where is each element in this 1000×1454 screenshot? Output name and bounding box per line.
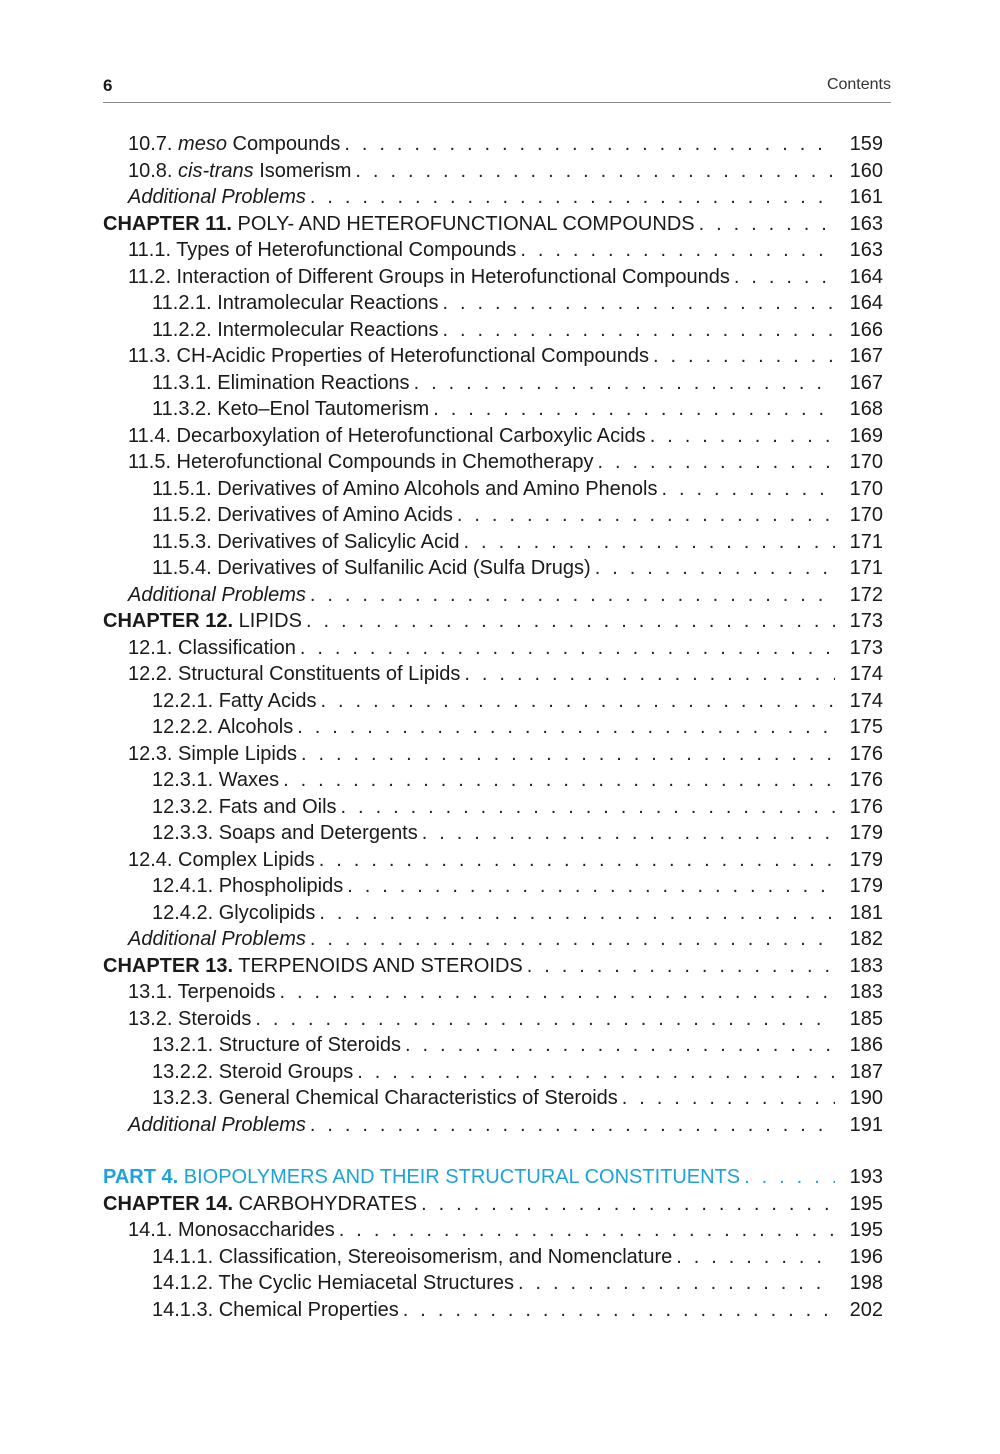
toc-page-number: 185: [849, 1007, 883, 1030]
dot-leader: [341, 796, 835, 819]
toc-entry: [103, 425, 883, 452]
dot-leader: [421, 1193, 835, 1216]
toc-page-number: 202: [849, 1298, 883, 1321]
toc-entry: [103, 796, 883, 823]
toc-entry-italic-title: Additional Problems: [128, 583, 306, 606]
toc-entry-title: [128, 584, 306, 607]
toc-page-number: 176: [849, 769, 883, 791]
toc-entry-title: [128, 1219, 335, 1242]
toc-page-number: 193: [849, 1166, 883, 1188]
toc-page-number: 195: [849, 1192, 883, 1215]
toc-page-number: 173: [849, 636, 883, 659]
toc-entry-title: [128, 928, 306, 951]
toc-entry: [103, 1219, 883, 1246]
toc-entry-title: [152, 716, 293, 739]
toc-entry-title: [152, 796, 337, 819]
toc-entry-emphasis: cis-trans: [178, 159, 254, 182]
dot-leader: [300, 637, 835, 660]
toc-entry-text: 11.5.4. Derivatives of Sulfanilic Acid (Sulfa Drugs): [152, 557, 591, 579]
dot-leader: [357, 1061, 835, 1084]
dot-leader: [744, 1166, 835, 1189]
toc-entry: [103, 531, 883, 558]
dot-leader: [661, 478, 835, 501]
toc-entry-title: [103, 610, 302, 633]
toc-entry-text: 11.3.1. Elimination Reactions: [152, 371, 410, 394]
toc-entry-text: 12.4.1. Phospholipids: [152, 875, 344, 897]
toc-entry-text: 14.1.2. The Cyclic Hemiacetal Structures: [152, 1272, 515, 1294]
dot-leader: [442, 319, 835, 342]
toc-page-number: 169: [849, 424, 883, 447]
dot-leader: [319, 902, 835, 925]
toc-page-number: 167: [849, 345, 883, 367]
toc-entry-number: CHAPTER 13.: [103, 954, 234, 977]
toc-entry-title: [128, 743, 297, 766]
toc-entry-text: 11.5.3. Derivatives of Salicylic Acid: [152, 530, 460, 553]
dot-leader: [310, 1114, 835, 1137]
toc-entry-text: 12.2. Structural Constituents of Lipids: [128, 663, 461, 685]
toc-entry-text: 11.2. Interaction of Different Groups in Heterofunctional Compounds: [128, 265, 730, 288]
toc-entry-title: [152, 478, 657, 501]
toc-page-number: 183: [849, 981, 883, 1003]
toc-entry: [103, 478, 883, 505]
toc-entry: [103, 345, 883, 372]
toc-entry-title: [128, 663, 460, 686]
toc-entry-number: CHAPTER 14.: [103, 1192, 234, 1215]
toc-entry: [103, 1246, 883, 1273]
toc-page-number: 182: [849, 928, 883, 950]
toc-entry-title: [128, 160, 351, 183]
toc-entry-text: 13.2. Steroids: [128, 1007, 252, 1030]
toc-page-number: 173: [849, 610, 883, 632]
toc-entry-text: POLY- AND HETEROFUNCTIONAL COMPOUNDS: [237, 212, 695, 235]
toc-entry: [103, 769, 883, 796]
toc-entry: [103, 1114, 883, 1141]
dot-leader: [433, 398, 835, 421]
toc-entry: [103, 239, 883, 266]
dot-leader: [653, 345, 835, 368]
toc-entry: [103, 319, 883, 346]
dot-leader: [319, 849, 835, 872]
dot-leader: [457, 504, 835, 527]
toc-entry: [103, 186, 883, 213]
toc-entry-italic-title: Additional Problems: [128, 186, 306, 208]
toc-entry-title: [128, 849, 315, 872]
dot-leader: [306, 610, 835, 633]
toc-page-number: 179: [849, 822, 883, 844]
toc-entry-title: [152, 292, 438, 315]
toc-entry-title: [152, 769, 279, 792]
toc-entry-text: 13.2.3. General Chemical Characteristics of Steroids: [152, 1087, 618, 1109]
toc-page-number: 195: [849, 1219, 883, 1241]
toc-entry-text: 11.3.2. Keto–Enol Tautomerism: [152, 398, 430, 420]
toc-page-number: 172: [849, 583, 883, 606]
dot-leader: [301, 743, 835, 766]
toc-entry-title: [152, 398, 429, 421]
toc-page-number: 163: [849, 212, 883, 235]
dot-leader: [518, 1272, 835, 1295]
toc-entry: [103, 1272, 883, 1299]
toc-entry-text: 12.3.1. Waxes: [152, 769, 280, 791]
dot-leader: [344, 133, 835, 156]
toc-entry: [103, 451, 883, 478]
toc-entry-text: TERPENOIDS AND STEROIDS: [238, 954, 523, 977]
toc-part-entry: [103, 1166, 883, 1193]
dot-leader: [734, 266, 835, 289]
dot-leader: [464, 531, 835, 554]
toc-chapter-entry: [103, 610, 883, 637]
toc-entry-emphasis: meso: [178, 133, 227, 155]
toc-entry: [103, 928, 883, 955]
toc-entry-text: 11.4. Decarboxylation of Heterofunctional Carboxylic Acids: [128, 424, 646, 447]
toc-entry-title: [152, 531, 460, 554]
toc-entry-text: Isomerism: [259, 159, 352, 182]
page-header: [103, 76, 891, 103]
dot-leader: [527, 955, 835, 978]
toc-page-number: 176: [849, 742, 883, 765]
dot-leader: [347, 875, 835, 898]
toc-page-number: 170: [849, 451, 883, 473]
toc-entry-title: [152, 1299, 399, 1322]
dot-leader: [699, 213, 835, 236]
toc-page-number: 198: [849, 1272, 883, 1294]
toc-entry: [103, 160, 883, 187]
toc-entry-text: Compounds: [232, 133, 341, 155]
toc-entry: [103, 716, 883, 743]
toc-page-number: 186: [849, 1034, 883, 1056]
dot-leader: [297, 716, 835, 739]
toc-page-number: 168: [849, 398, 883, 420]
dot-leader: [310, 584, 835, 607]
toc-page-number: 181: [849, 901, 883, 924]
toc-page-number: 164: [849, 265, 883, 288]
toc-entry: [103, 1087, 883, 1114]
toc-entry-italic-title: Additional Problems: [128, 1113, 306, 1136]
toc-entry: [103, 292, 883, 319]
toc-entry: [103, 398, 883, 425]
table-of-contents: [103, 133, 883, 1325]
toc-entry-title: [152, 822, 418, 845]
toc-entry-number: 10.8.: [128, 159, 173, 182]
dot-leader: [520, 239, 835, 262]
toc-entry: [103, 1299, 883, 1326]
toc-entry-text: CARBOHYDRATES: [238, 1192, 418, 1215]
toc-entry-title: [103, 1166, 740, 1189]
toc-entry-title: [128, 637, 296, 660]
toc-entry: [103, 504, 883, 531]
dot-leader: [676, 1246, 835, 1269]
toc-entry-title: [128, 1008, 251, 1031]
toc-entry-text: 12.1. Classification: [128, 636, 296, 659]
toc-entry-text: 12.4.2. Glycolipids: [152, 901, 316, 924]
toc-entry: [103, 266, 883, 293]
toc-entry-title: [128, 981, 276, 1004]
toc-entry: [103, 849, 883, 876]
toc-chapter-entry: [103, 955, 883, 982]
dot-leader: [422, 822, 835, 845]
toc-entry: [103, 981, 883, 1008]
toc-page-number: 171: [849, 530, 883, 553]
toc-entry: [103, 1034, 883, 1061]
toc-page-number: 166: [849, 318, 883, 341]
toc-entry: [103, 663, 883, 690]
toc-page-number: 176: [849, 795, 883, 818]
toc-entry-title: [152, 875, 343, 898]
toc-entry-text: 11.2.2. Intermolecular Reactions: [152, 318, 439, 341]
toc-entry-title: [103, 213, 695, 236]
toc-entry-text: 13.2.1. Structure of Steroids: [152, 1034, 402, 1056]
dot-leader: [403, 1299, 835, 1322]
toc-entry: [103, 637, 883, 664]
page-number: 6: [103, 76, 113, 95]
toc-entry-title: [103, 1193, 417, 1216]
toc-entry-title: [128, 451, 593, 474]
toc-entry-title: [152, 319, 438, 342]
toc-entry: [103, 690, 883, 717]
toc-entry-title: [152, 557, 591, 580]
toc-page-number: 174: [849, 663, 883, 685]
dot-leader: [310, 186, 835, 209]
toc-entry-text: 11.5. Heterofunctional Compounds in Chemotherapy: [128, 451, 594, 473]
toc-entry-text: 11.5.2. Derivatives of Amino Acids: [152, 504, 453, 526]
toc-entry: [103, 875, 883, 902]
toc-entry-text: 12.3.3. Soaps and Detergents: [152, 822, 418, 844]
toc-entry-title: [128, 239, 516, 262]
dot-leader: [339, 1219, 835, 1242]
toc-page-number: 183: [849, 954, 883, 977]
dot-leader: [255, 1008, 835, 1031]
toc-entry-text: 14.1.1. Classification, Stereoisomerism, and Nomenclature: [152, 1245, 673, 1268]
dot-leader: [442, 292, 835, 315]
toc-entry-title: [103, 955, 523, 978]
toc-page-number: 179: [849, 848, 883, 871]
toc-entry: [103, 743, 883, 770]
dot-leader: [414, 372, 835, 395]
toc-entry-title: [152, 1034, 401, 1057]
toc-page-number: 175: [849, 716, 883, 738]
dot-leader: [310, 928, 835, 951]
toc-entry-title: [128, 266, 730, 289]
toc-entry-text: 13.1. Terpenoids: [128, 981, 276, 1003]
toc-chapter-entry: [103, 213, 883, 240]
dot-leader: [280, 981, 835, 1004]
toc-entry-text: 12.2.2. Alcohols: [152, 716, 294, 738]
running-head: Contents: [826, 76, 891, 93]
toc-entry-number: CHAPTER 11.: [103, 212, 232, 235]
toc-entry-text: 11.5.1. Derivatives of Amino Alcohols and Amino Phenols: [152, 477, 658, 500]
toc-entry-title: [152, 1272, 514, 1295]
toc-entry: [103, 902, 883, 929]
dot-leader: [321, 690, 835, 713]
toc-entry-text: BIOPOLYMERS AND THEIR STRUCTURAL CONSTITUENTS: [183, 1166, 741, 1188]
toc-page-number: 187: [849, 1060, 883, 1083]
toc-page-number: 170: [849, 477, 883, 500]
toc-entry: [103, 372, 883, 399]
dot-leader: [355, 160, 835, 183]
toc-page-number: 171: [849, 557, 883, 579]
toc-entry-title: [152, 690, 317, 713]
toc-entry-text: 11.3. CH-Acidic Properties of Heterofunctional Compounds: [128, 345, 649, 367]
toc-entry-text: 14.1. Monosaccharides: [128, 1219, 335, 1241]
toc-entry-text: 12.3.2. Fats and Oils: [152, 795, 337, 818]
dot-leader: [405, 1034, 835, 1057]
toc-entry-title: [152, 902, 315, 925]
toc-entry-text: 12.4. Complex Lipids: [128, 848, 315, 871]
toc-page-number: 196: [849, 1245, 883, 1268]
dot-leader: [650, 425, 835, 448]
toc-entry: [103, 133, 883, 160]
toc-entry-text: 14.1.3. Chemical Properties: [152, 1298, 399, 1321]
toc-entry-title: [128, 186, 306, 209]
toc-page-number: 179: [849, 875, 883, 897]
toc-entry-number: PART 4.: [103, 1166, 179, 1188]
toc-entry-title: [152, 372, 410, 395]
toc-entry-text: 12.2.1. Fatty Acids: [152, 689, 317, 712]
toc-entry-text: LIPIDS: [238, 610, 302, 632]
toc-chapter-entry: [103, 1193, 883, 1220]
toc-entry-italic-title: Additional Problems: [128, 928, 306, 950]
toc-page-number: 167: [849, 371, 883, 394]
toc-entry-number: 10.7.: [128, 133, 173, 155]
toc-entry-title: [152, 1061, 353, 1084]
toc-page-number: 174: [849, 689, 883, 712]
toc-page-number: 161: [849, 186, 883, 208]
toc-page-number: 160: [849, 159, 883, 182]
toc-page-number: 190: [849, 1087, 883, 1109]
toc-page-number: 191: [849, 1113, 883, 1136]
dot-leader: [464, 663, 835, 686]
toc-page-number: 163: [849, 239, 883, 261]
toc-entry-number: CHAPTER 12.: [103, 610, 234, 632]
toc-entry-title: [128, 425, 646, 448]
toc-entry: [103, 822, 883, 849]
toc-entry-text: 13.2.2. Steroid Groups: [152, 1060, 354, 1083]
toc-page-number: 170: [849, 504, 883, 526]
toc-entry-title: [128, 345, 649, 368]
toc-entry-title: [152, 504, 453, 527]
toc-entry: [103, 557, 883, 584]
toc-entry-text: 11.1. Types of Heterofunctional Compounds: [128, 239, 517, 261]
toc-entry-title: [152, 1246, 672, 1269]
toc-entry-title: [152, 1087, 618, 1110]
toc-entry-title: [128, 1114, 306, 1137]
toc-entry: [103, 1008, 883, 1035]
dot-leader: [622, 1087, 835, 1110]
toc-entry: [103, 1061, 883, 1088]
dot-leader: [283, 769, 835, 792]
dot-leader: [597, 451, 835, 474]
toc-page-number: 159: [849, 133, 883, 155]
toc-entry: [103, 584, 883, 611]
toc-entry-title: [128, 133, 340, 156]
dot-leader: [595, 557, 835, 580]
toc-page-number: 164: [849, 292, 883, 314]
toc-entry-text: 11.2.1. Intramolecular Reactions: [152, 292, 439, 314]
toc-entry-text: 12.3. Simple Lipids: [128, 742, 297, 765]
